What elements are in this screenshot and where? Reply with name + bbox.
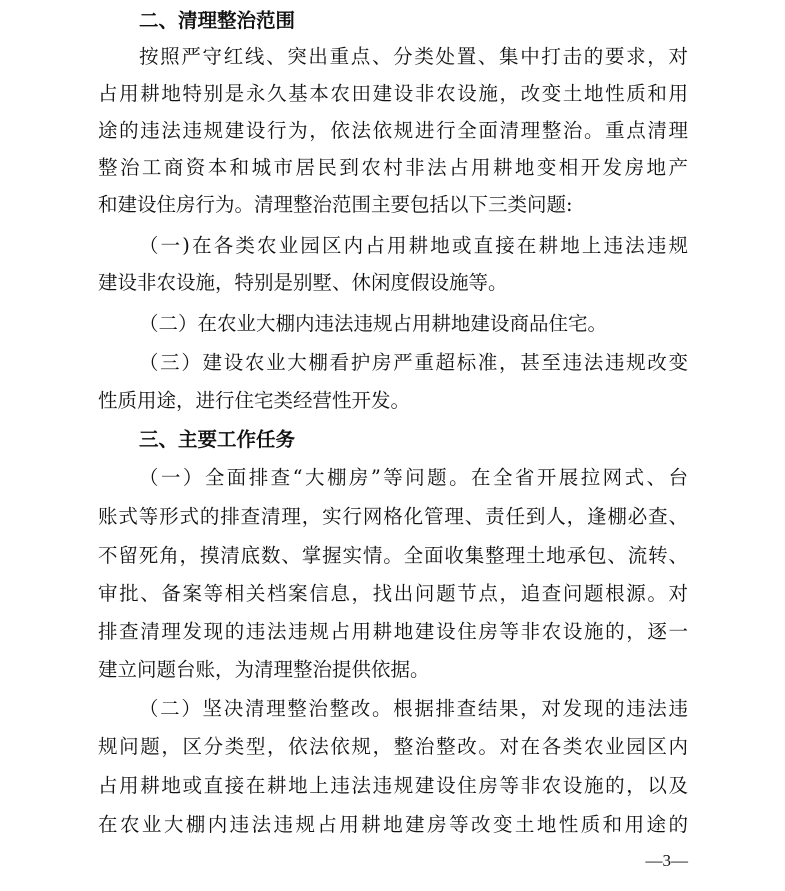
paragraph-line: 账式等形式的排查清理，实行网格化管理、责任到人，逢棚必查、: [98, 505, 688, 528]
paragraph-line: 规问题，区分类型，依法依规，整治整改。对在各类农业园区内: [98, 735, 688, 758]
paragraph-line: 途的违法违规建设行为，依法依规进行全面清理整治。重点清理: [98, 119, 688, 142]
paragraph-line: 占用耕地特别是永久基本农田建设非农设施，改变土地性质和用: [98, 82, 688, 105]
paragraph-line: 建立问题台账，为清理整治提供依据。: [98, 658, 430, 681]
paragraph-line: 整治工商资本和城市居民到农村非法占用耕地变相开发房地产: [98, 156, 688, 179]
paragraph-line: （一)在各类农业园区内占用耕地或直接在耕地上违法违规: [139, 234, 688, 257]
paragraph-line: 不留死角，摸清底数、掌握实情。全面收集整理土地承包、流转、: [98, 544, 688, 567]
paragraph-line: （二）坚决清理整治整改。根据排查结果，对发现的违法违: [139, 697, 688, 720]
paragraph-line: 排查清理发现的违法违规占用耕地建设住房等非农设施的，逐一: [98, 620, 688, 643]
section-heading-scope: 二、清理整治范围: [139, 9, 296, 32]
paragraph-line: 和建设住房行为。清理整治范围主要包括以下三类问题:: [98, 193, 573, 216]
paragraph-line: 审批、备案等相关档案信息，找出问题节点，追查问题根源。对: [98, 582, 688, 605]
paragraph-line: 性质用途，进行住宅类经营性开发。: [98, 389, 411, 412]
paragraph-line: （三）建设农业大棚看护房严重超标准，甚至违法违规改变: [139, 351, 688, 374]
paragraph-line: 按照严守红线、突出重点、分类处置、集中打击的要求，对: [139, 45, 688, 68]
paragraph-line: 在农业大棚内违法违规占用耕地建房等改变土地性质和用途的: [98, 813, 688, 836]
paragraph-line: 建设非农设施，特别是别墅、休闲度假设施等。: [98, 271, 508, 294]
paragraph-line: （二）在农业大棚内违法违规占用耕地建设商品住宅。: [139, 312, 608, 335]
paragraph-line: （一）全面排查“大棚房”等问题。在全省开展拉网式、台: [139, 466, 688, 489]
page-number: —3—: [645, 851, 688, 870]
section-heading-tasks: 三、主要工作任务: [139, 428, 296, 451]
paragraph-line: 占用耕地或直接在耕地上违法违规建设住房等非农设施的，以及: [98, 774, 688, 797]
